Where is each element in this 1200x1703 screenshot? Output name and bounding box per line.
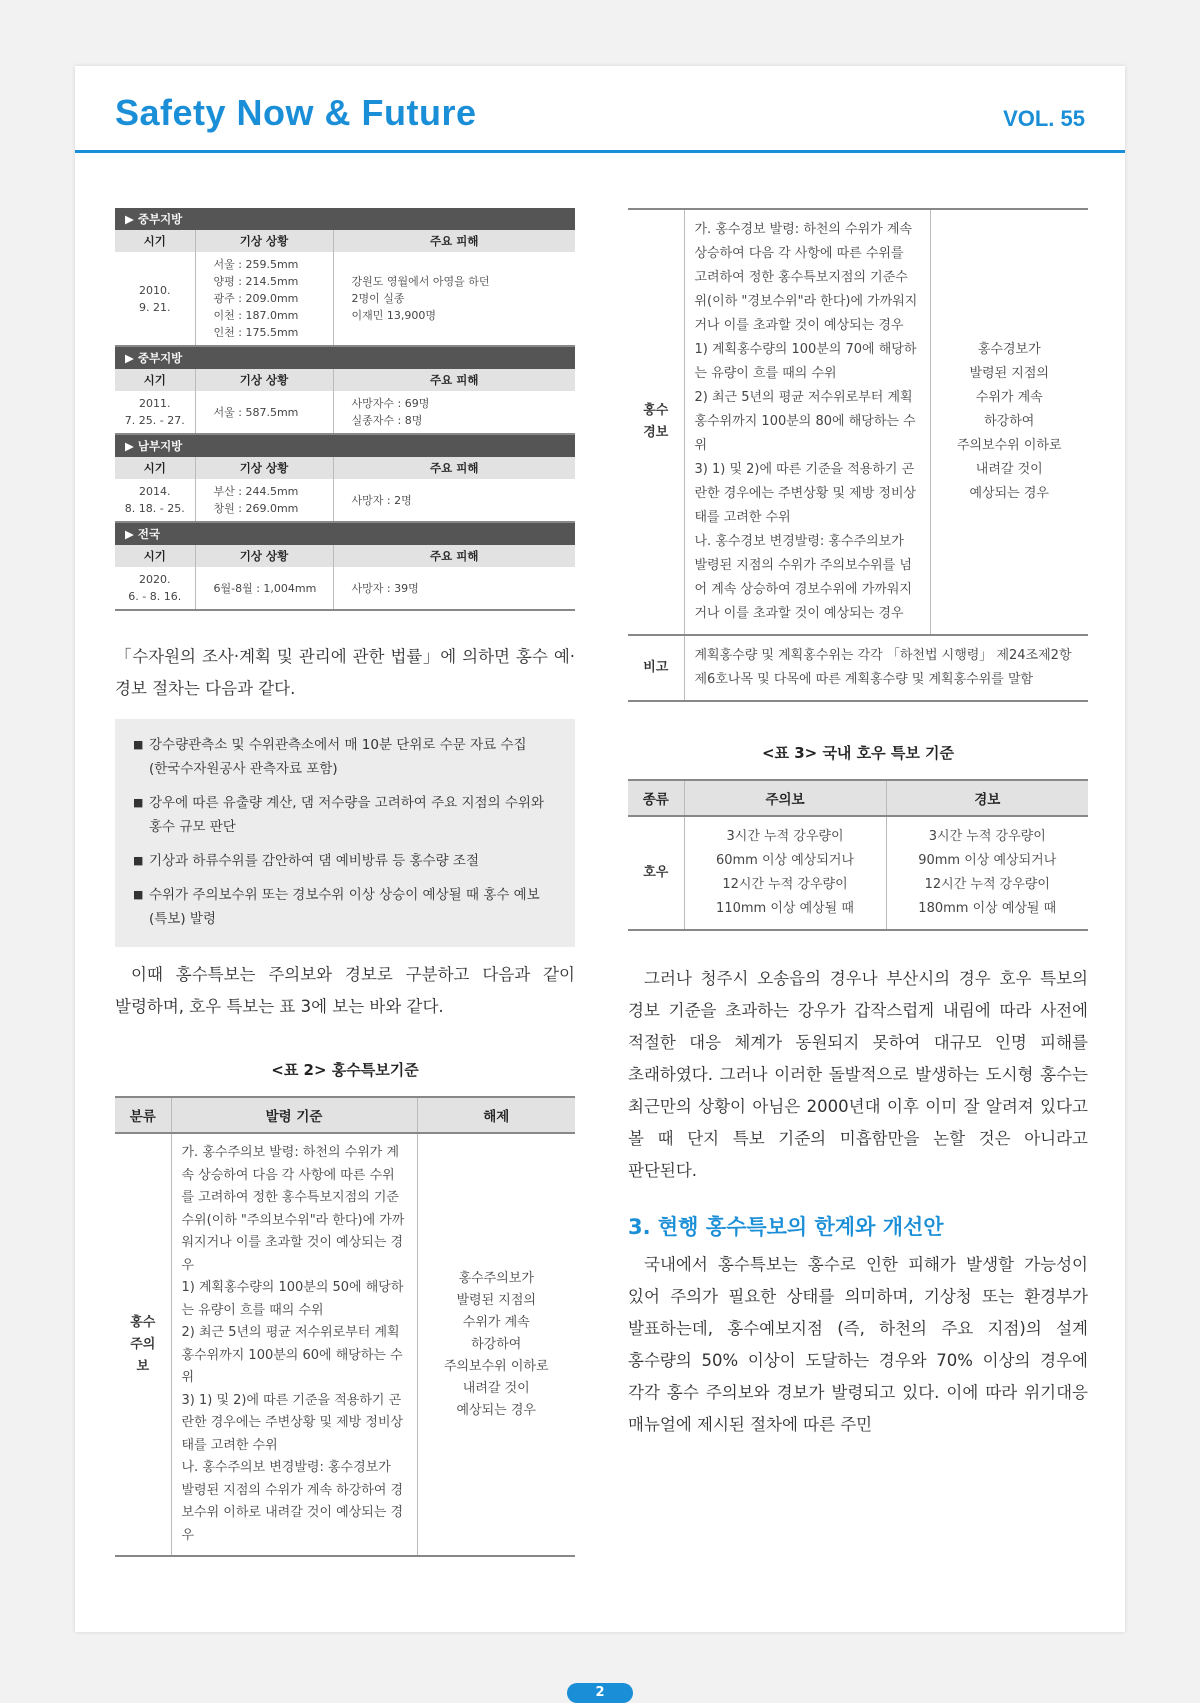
region-header: ▶ 남부지방 [115, 434, 575, 457]
right-column [628, 208, 1088, 1441]
weather-cell: 6월-8월 : 1,004mm [195, 567, 333, 610]
table-row [115, 1133, 575, 1556]
warning-cell: 3시간 누적 강우량이 90mm 이상 예상되거나 12시간 누적 강우량이 180mm 이상 예상될 때 [886, 816, 1088, 930]
col-criteria: 발령 기준 [171, 1097, 417, 1133]
table-row [628, 816, 1088, 930]
rainfall-damage-table [115, 208, 575, 611]
col-period: 시기 [115, 545, 195, 567]
procedure-box [115, 719, 575, 947]
col-advisory: 주의보 [684, 780, 886, 816]
col-weather: 기상 상황 [195, 230, 333, 252]
damage-cell: 사망자 : 2명 [333, 479, 575, 522]
flood-warning-criteria-table [115, 1096, 575, 1557]
weather-cell: 서울 : 259.5mm 양평 : 214.5mm 광주 : 209.0mm 이천 : 187.0mm 인천 : 175.5mm [195, 252, 333, 346]
header-divider [75, 150, 1125, 153]
advisory-cell: 3시간 누적 강우량이 60mm 이상 예상되거나 12시간 누적 강우량이 110mm 이상 예상될 때 [684, 816, 886, 930]
col-damage: 주요 피해 [333, 545, 575, 567]
table-row [115, 567, 575, 610]
weather-cell: 부산 : 244.5mm 창원 : 269.0mm [195, 479, 333, 522]
col-weather: 기상 상황 [195, 369, 333, 391]
body-paragraph: 「수자원의 조사·계획 및 관리에 관한 법률」에 의하면 홍수 예·경보 절차는 다음과 같다. [115, 647, 575, 698]
col-weather: 기상 상황 [195, 545, 333, 567]
col-period: 시기 [115, 369, 195, 391]
release-cell: 홍수주의보가 발령된 지점의 수위가 계속 하강하여 주의보수위 이하로 내려갈 것이 예상되는 경우 [417, 1133, 575, 1556]
region-header: ▶ 중부지방 [115, 346, 575, 369]
list-item: ■ 강우에 따른 유출량 계산, 댐 저수량을 고려하여 주요 지점의 수위와 홍수 규모 판단 [133, 791, 557, 839]
body-paragraph: 이때 홍수특보는 주의보와 경보로 구분하고 다음과 같이 발령하며, 호우 특보는 표 3에 보는 바와 같다. [115, 965, 575, 1016]
page [75, 66, 1125, 1632]
col-release: 해제 [417, 1097, 575, 1133]
list-item: ■ 수위가 주의보수위 또는 경보수위 이상 상승이 예상될 때 홍수 예보 (특보) 발령 [133, 883, 557, 931]
period-cell: 2011. 7. 25. - 27. [115, 391, 195, 434]
col-weather: 기상 상황 [195, 457, 333, 479]
table-caption: <표 3> 국내 호우 특보 기준 [761, 744, 955, 762]
volume-label: VOL. 55 [1003, 106, 1085, 131]
region-header: ▶ 중부지방 [115, 208, 575, 230]
table-row [115, 479, 575, 522]
note-cell: 계획홍수량 및 계획홍수위는 각각 「하천법 시행령」 제24조제2항제6호나목 및 다목에 따른 계획홍수량 및 계획홍수위를 말함 [684, 635, 1088, 701]
body-paragraph: 국내에서 홍수특보는 홍수로 인한 피해가 발생할 가능성이 있어 주의가 필요한 상태를 의미하며, 기상청 또는 환경부가 발표하는데, 홍수예보지점 (즉, 하천의 주요 지점)의 설계 홍수량의 50% 이상이 도달하는 경우와 70% 이상의 경우에 각각 홍수 주의보와 경보가 발령되고 있다. 이에 따라 위기대응 매뉴얼에 제시된 절차에 따른 주민 [628, 1255, 1088, 1434]
damage-cell: 강원도 영월에서 아영을 하던 2명이 실종 이재민 13,900명 [333, 252, 575, 346]
col-period: 시기 [115, 457, 195, 479]
list-item: ■ 강수량관측소 및 수위관측소에서 매 10분 단위로 수문 자료 수집(한국수자원공사 관측자료 포함) [133, 733, 557, 781]
period-cell: 2010. 9. 21. [115, 252, 195, 346]
period-cell: 2014. 8. 18. - 25. [115, 479, 195, 522]
table-row [115, 252, 575, 346]
col-type: 종류 [628, 780, 684, 816]
table-caption: <표 2> 홍수특보기준 [271, 1061, 419, 1079]
type-cell: 호우 [628, 816, 684, 930]
list-item: ■ 기상과 하류수위를 감안하여 댐 예비방류 등 홍수량 조절 [133, 849, 557, 873]
magazine-title: Safety Now & Future [115, 92, 477, 133]
region-header: ▶ 전국 [115, 522, 575, 545]
col-damage: 주요 피해 [333, 457, 575, 479]
criteria-cell: 가. 홍수경보 발령: 하천의 수위가 계속 상승하여 다음 각 사항에 따른 수위를 고려하여 정한 홍수특보지점의 기준수위(이하 "경보수위"라 한다)에 가까워지거나 이를 초과할 것이 예상되는 경우 1) 계획홍수량의 100분의 70에 해당하는 유량이 흐를 때의 수위 2) 최근 5년의 평균 저수위로부터 계획홍수위까지 100분의 80에 해당하는 수위 3) 1) 및 2)에 따른 기준을 적용하기 곤란한 경우에는 주변상황 및 제방 정비상태를 고려한 수위 나. 홍수경보 변경발령: 홍수주의보가 발령된 지점의 수위가 주의보수위를 넘어 계속 상승하여 경보수위에 가까워지거나 이를 초과할 것이 예상되는 경우 [684, 209, 930, 635]
period-cell: 2020. 6. - 8. 16. [115, 567, 195, 610]
col-damage: 주요 피해 [333, 369, 575, 391]
flood-warning-criteria-table-continued [628, 208, 1088, 702]
type-cell: 홍수 주의보 [115, 1133, 171, 1556]
col-period: 시기 [115, 230, 195, 252]
weather-cell: 서울 : 587.5mm [195, 391, 333, 434]
heavy-rain-warning-table [628, 779, 1088, 931]
release-cell: 홍수경보가 발령된 지점의 수위가 계속 하강하여 주의보수위 이하로 내려갈 것이 예상되는 경우 [930, 209, 1088, 635]
criteria-cell: 가. 홍수주의보 발령: 하천의 수위가 계속 상승하여 다음 각 사항에 따른 수위를 고려하여 정한 홍수특보지점의 기준수위(이하 "주의보수위"라 한다)에 가까워지거나 이를 초과할 것이 예상되는 경우 1) 계획홍수량의 100분의 50에 해당하는 유량이 흐를 때의 수위 2) 최근 5년의 평균 저수위로부터 계획홍수위까지 100분의 60에 해당하는 수위 3) 1) 및 2)에 따른 기준을 적용하기 곤란한 경우에는 주변상황 및 제방 정비상태를 고려한 수위 나. 홍수주의보 변경발령: 홍수경보가 발령된 지점의 수위가 계속 하강하여 경보수위 이하로 내려갈 것이 예상되는 경우 [171, 1133, 417, 1556]
col-damage: 주요 피해 [333, 230, 575, 252]
body-paragraph: 그러나 청주시 오송읍의 경우나 부산시의 경우 호우 특보의 경보 기준을 초과하는 강우가 갑작스럽게 내림에 따라 사전에 적절한 대응 체계가 동원되지 못하여 대규모 인명 피해를 초래하였다. 그러나 이러한 돌발적으로 발생하는 도시형 홍수는 최근만의 상황이 아님은 2000년대 이후 이미 잘 알려져 있다고 볼 때 단지 특보 기준의 미흡함만을 논할 것은 아니라고 판단된다. [628, 969, 1088, 1180]
table-row [628, 635, 1088, 701]
damage-cell: 사망자 : 39명 [333, 567, 575, 610]
left-column [115, 208, 575, 1557]
page-number: 2 [567, 1683, 633, 1703]
table-row [628, 209, 1088, 635]
col-warning: 경보 [886, 780, 1088, 816]
col-type: 분류 [115, 1097, 171, 1133]
table-row [115, 391, 575, 434]
type-cell: 홍수 경보 [628, 209, 684, 635]
type-cell: 비고 [628, 635, 684, 701]
section-heading: 3. 현행 홍수특보의 한계와 개선안 [628, 1215, 944, 1239]
damage-cell: 사망자수 : 69명 실종자수 : 8명 [333, 391, 575, 434]
